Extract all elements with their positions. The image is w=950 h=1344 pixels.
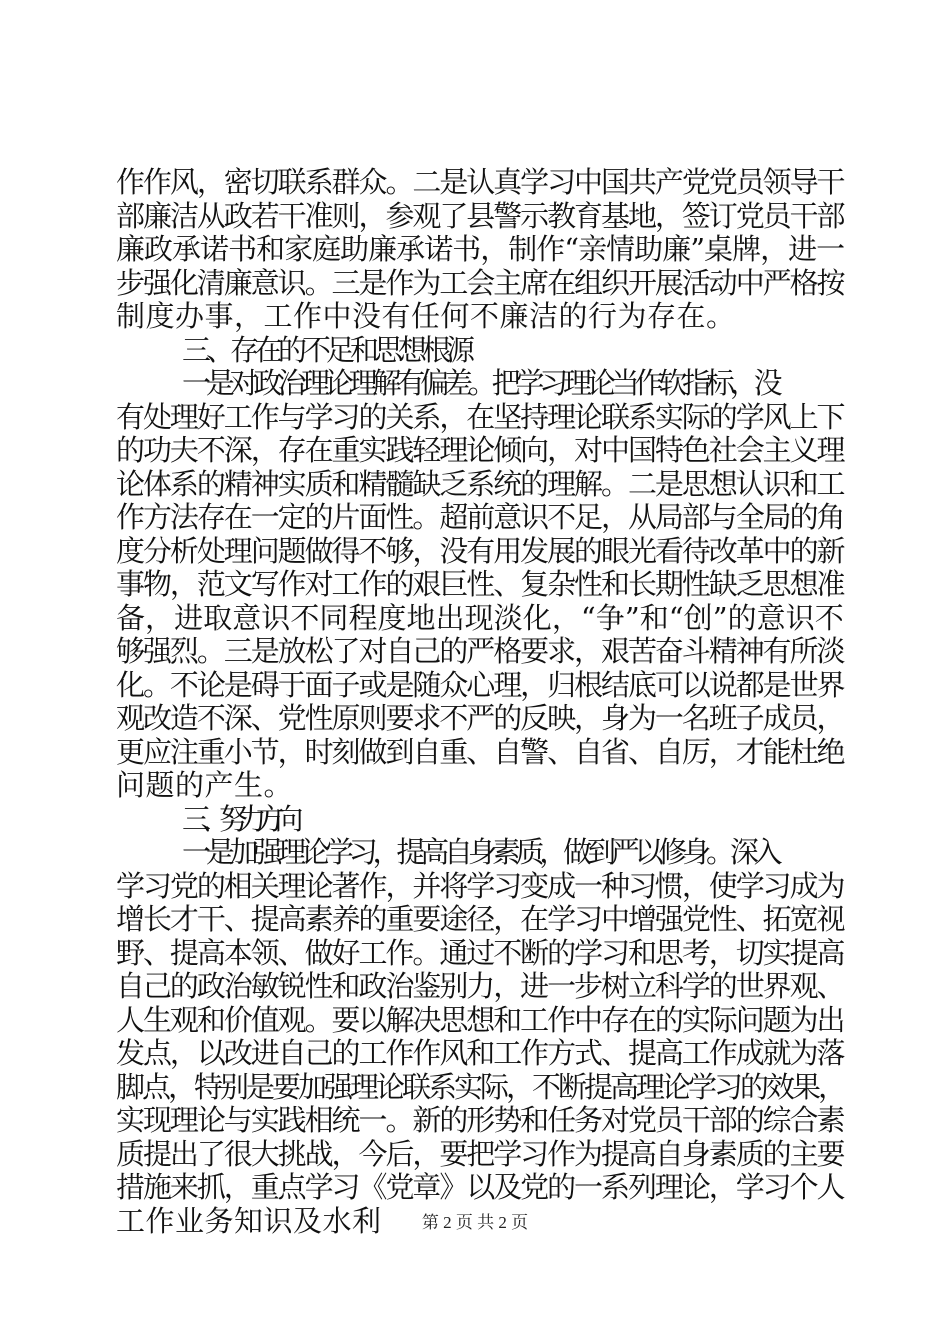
text-line: 野、提高本领、做好工作。通过不断的学习和思考，切实提高 [116, 935, 844, 970]
text-line: 人生观和价值观。要以解决思想和工作中存在的实际问题为出 [116, 1002, 844, 1037]
text-line: 更应注重小节，时刻做到自重、自警、自省、自厉，才能杜绝 [116, 734, 844, 769]
text-line: 化。不论是碍于面子或是随众心理，归根结底可以说都是世界 [116, 667, 844, 702]
text-line: 部廉洁从政若干准则，参观了县警示教育基地，签订党员干部 [116, 198, 844, 233]
text-line: 问题的产生。 [116, 768, 294, 802]
text-line: 措施来抓，重点学习《党章》以及党的一系列理论，学习个人 [116, 1170, 844, 1204]
text-line: 三、努力方向 [182, 801, 294, 836]
text-line: 三、存在的不足和思想根源 [182, 332, 471, 367]
text-line: 实现理论与实践相统一。新的形势和任务对党员干部的综合素 [116, 1103, 844, 1137]
text-line: 的功夫不深，存在重实践轻理论倾向，对中国特色社会主义理 [116, 433, 844, 467]
text-line: 步强化清廉意识。三是作为工会主席在组织开展活动中严格按 [116, 265, 844, 300]
text-line: 脚点，特别是要加强理论联系实际，不断提高理论学习的效果， [116, 1069, 845, 1104]
text-line: 自己的政治敏锐性和政治鉴别力，进一步树立科学的世界观、 [116, 969, 844, 1003]
text-line: 备，进取意识不同程度地出现淡化，“争”和“创”的意识不 [116, 600, 844, 635]
text-line: 事物，范文写作对工作的艰巨性、复杂性和长期性缺乏思想准 [116, 567, 844, 601]
text-line: 一是对政治理论理解有偏差。把学习理论当作软指标，没 [182, 366, 778, 400]
text-line: 廉政承诺书和家庭助廉承诺书，制作“亲情助廉”桌牌，进一 [116, 232, 845, 266]
text-line: 工作业务知识及水利 [116, 1203, 382, 1238]
document-body [116, 166, 844, 1238]
text-line: 制度办事，工作中没有任何不廉洁的行为存在。 [116, 299, 736, 333]
page-number: 第 2 页 共 2 页 [421, 1213, 529, 1232]
text-line: 学习党的相关理论著作，并将学习变成一种习惯，使学习成为 [116, 868, 844, 903]
text-line: 有处理好工作与学习的关系，在坚持理论联系实际的学风上下 [116, 399, 844, 434]
text-line: 观改造不深、党性原则要求不严的反映，身为一名班子成员， [116, 701, 844, 735]
text-line: 质提出了很大挑战，今后，要把学习作为提高自身素质的主要 [116, 1136, 844, 1171]
page-footer [0, 1212, 950, 1234]
text-line: 增长才干、提高素养的重要途径，在学习中增强党性、拓宽视 [116, 902, 844, 936]
text-line: 够强烈。三是放松了对自己的严格要求，艰苦奋斗精神有所淡 [116, 634, 844, 668]
text-line: 度分析处理问题做得不够，没有用发展的眼光看待改革中的新 [116, 533, 844, 568]
text-line: 作作风，密切联系群众。二是认真学习中国共产党党员领导干 [116, 165, 844, 199]
text-line: 论体系的精神实质和精髓缺乏系统的理解。二是思想认识和工 [116, 466, 844, 501]
text-line: 一是加强理论学习，提高自身素质，做到严以修身。深入 [182, 835, 778, 869]
text-line: 作方法存在一定的片面性。超前意识不足，从局部与全局的角 [116, 500, 844, 534]
text-line: 发点，以改进自己的工作作风和工作方式、提高工作成就为落 [116, 1036, 844, 1070]
